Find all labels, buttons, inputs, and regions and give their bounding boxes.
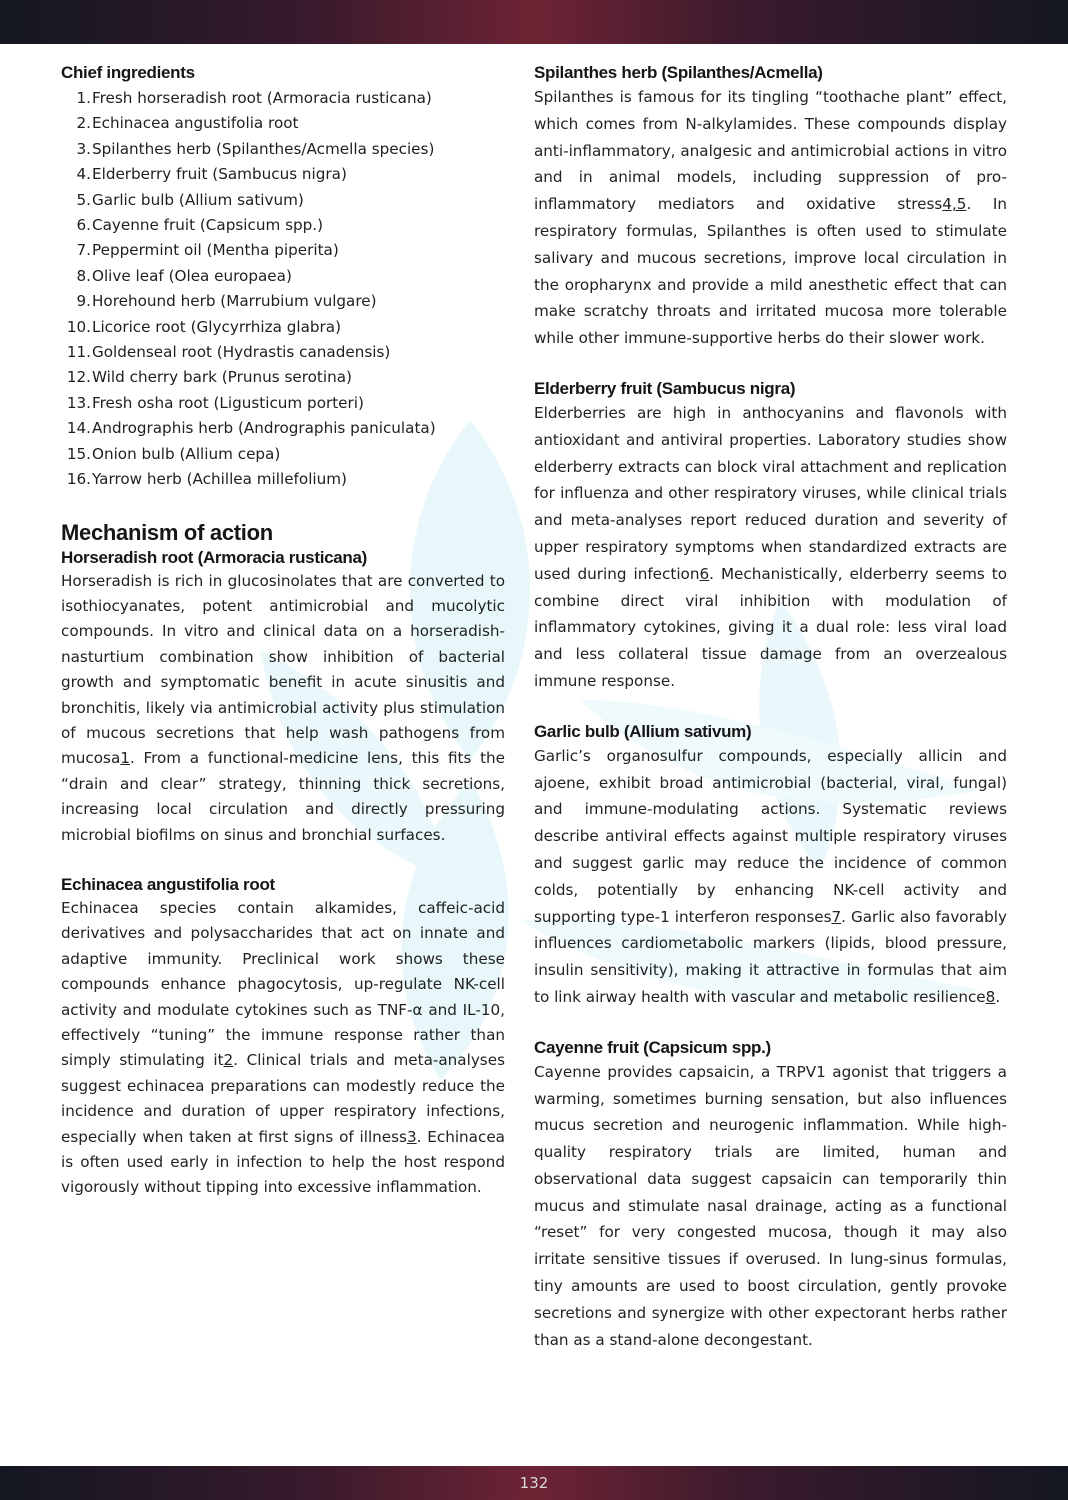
list-item: 10. Licorice root (Glycyrrhiza glabra) — [66, 317, 342, 336]
list-item: 5. Garlic bulb (Allium sativum) — [76, 190, 304, 209]
reference-link[interactable]: 3 — [406, 1127, 417, 1146]
list-item: 8. Olive leaf (Olea europaea) — [76, 266, 292, 285]
footer-band — [0, 1466, 1068, 1500]
list-item: 16. Yarrow herb (Achillea millefolium) — [66, 470, 347, 489]
header-band — [0, 0, 1068, 44]
ingredients-list — [61, 86, 505, 493]
list-item: 14. Andrographis herb (Andrographis paniculata) — [66, 419, 436, 438]
reference-link[interactable]: 2 — [223, 1051, 234, 1070]
right-column — [534, 62, 1007, 1353]
page-number: 132 — [519, 1474, 549, 1492]
echinacea-heading: Echinacea angustifolia root — [61, 874, 275, 894]
list-item: 15. Onion bulb (Allium cepa) — [66, 444, 281, 463]
horseradish-heading: Horseradish root (Armoracia rusticana) — [61, 547, 368, 567]
elderberry-paragraph: Elderberries are high in anthocyanins and flavonols with antioxidant and antiviral properties. Laboratory studies show elderberry extracts can block viral attachment and replication for influenza and other respiratory viruses, while clinical trials and meta-analyses report reduced duration and severity of upper respiratory symptoms when standardized extracts are used during infection6. Mechanistically, elderberry seems to combine direct viral inhibition with modulation of inflammatory cytokines, giving it a dual role: less viral load and less collateral tissue damage from an overzealous immune response. — [534, 403, 1007, 690]
garlic-heading: Garlic bulb (Allium sativum) — [534, 721, 752, 741]
list-item: 12. Wild cherry bark (Prunus serotina) — [66, 368, 352, 387]
list-item: 13. Fresh osha root (Ligusticum porteri) — [66, 393, 364, 412]
cayenne-paragraph: Cayenne provides capsaicin, a TRPV1 agonist that triggers a warming, sometimes burning sensation, but also influences mucus secretion and neurogenic inflammation. While high-quality respiratory trials are limited, human and observational data suggest capsaicin can temporarily thin mucus and stimulate nasal drainage, acting as a functional “reset” for very congested mucosa, though it may also irritate sensitive tissues if overused. In lung-sinus formulas, tiny amounts are used to boost circulation, gently provoke secretions and synergize with other expectorant herbs rather than as a stand-alone decongestant. — [534, 1062, 1007, 1349]
garlic-paragraph: Garlic’s organosulfur compounds, especially allicin and ajoene, exhibit broad antimicrobial (bacterial, viral, fungal) and immune-modulating actions. Systematic reviews describe antiviral effects against multiple respiratory viruses and suggest garlic may reduce the incidence of common colds, potentially by enhancing NK-cell activity and supporting type-1 interferon responses7. Garlic also favorably influences cardiometabolic markers (lipids, blood pressure, insulin sensitivity), making it attractive in formulas that aim to link airway health with vascular and metabolic resilience8. — [534, 746, 1007, 1006]
spilanthes-heading: Spilanthes herb (Spilanthes/Acmella) — [534, 63, 823, 82]
spilanthes-paragraph: Spilanthes is famous for its tingling “toothache plant” effect, which comes from N-alkylamides. These compounds display anti-inflammatory, analgesic and antimicrobial actions in vitro and in animal models, including suppression of pro-inflammatory mediators and oxidative stress4,5. In respiratory formulas, Spilanthes is often used to stimulate salivary and mucous secretions, improve local circulation in the oropharynx and provide a mild anesthetic effect that can make scratchy throats and irritated mucosa more tolerable while other immune-supportive herbs do their slower work. — [534, 88, 1007, 348]
left-column — [61, 62, 505, 1201]
reference-link[interactable]: 1 — [120, 749, 130, 768]
list-item: 11. Goldenseal root (Hydrastis canadensis) — [66, 343, 391, 362]
list-item: 4. Elderberry fruit (Sambucus nigra) — [76, 165, 347, 184]
horseradish-paragraph: Horseradish is rich in glucosinolates that are converted to isothiocyanates, potent antimicrobial and mucolytic compounds. In vitro and clinical data on a horseradish-nasturtium combination show inhibition of bacterial growth and symptomatic benefit in acute sinusitis and bronchitis, likely via antimicrobial activity plus stimulation of mucous secretions that help wash pathogens from mucosa1. From a functional-medicine lens, this fits the “drain and clear” strategy, thinning thick secretions, increasing local circulation and directly pressuring microbial biofilms on sinus and bronchial surfaces. — [61, 571, 505, 844]
cayenne-heading: Cayenne fruit (Capsicum spp.) — [534, 1037, 771, 1057]
list-item: 6. Cayenne fruit (Capsicum spp.) — [76, 216, 324, 235]
mechanism-heading: Mechanism of action — [61, 519, 273, 545]
list-item: 7. Peppermint oil (Mentha piperita) — [76, 241, 339, 260]
ingredients-heading: Chief ingredients — [61, 63, 195, 82]
reference-link[interactable]: 4,5 — [942, 195, 967, 214]
list-item: 1. Fresh horseradish root (Armoracia rusticana) — [76, 89, 432, 107]
reference-link[interactable]: 6 — [699, 564, 710, 583]
list-item: 3. Spilanthes herb (Spilanthes/Acmella species) — [76, 139, 435, 158]
reference-link[interactable]: 7 — [831, 907, 842, 926]
echinacea-paragraph: Echinacea species contain alkamides, caffeic-acid derivatives and polysaccharides that act on innate and adaptive immunity. Preclinical work shows these compounds enhance phagocytosis, up-regulate NK-cell activity and modulate cytokines such as TNF-α and IL-10, effectively “tuning” the immune response rather than simply stimulating it2. Clinical trials and meta-analyses suggest echinacea preparations can modestly reduce the incidence and duration of upper respiratory infections, especially when taken at first signs of illness3. Echinacea is often used early in infection to help the host respond vigorously without tipping into excessive inflammation. — [61, 898, 505, 1197]
reference-link[interactable]: 8 — [985, 987, 996, 1006]
list-item: 9. Horehound herb (Marrubium vulgare) — [76, 292, 377, 311]
elderberry-heading: Elderberry fruit (Sambucus nigra) — [534, 378, 796, 398]
list-item: 2. Echinacea angustifolia root — [76, 114, 299, 133]
